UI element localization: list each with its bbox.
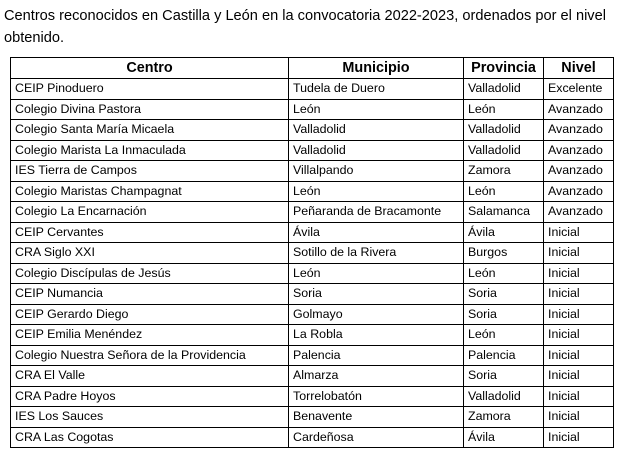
centro-cell: CEIP Pinoduero	[11, 79, 289, 100]
table-row	[11, 79, 614, 100]
nivel-cell: Inicial	[544, 222, 614, 243]
nivel-cell: Inicial	[544, 263, 614, 284]
table-row	[11, 325, 614, 346]
intro-paragraph: Centros reconocidos en Castilla y León en la convocatoria 2022-2023, ordenados por el nivel obtenido.	[4, 8, 606, 46]
centro-cell: Colegio Marista La Inmaculada	[11, 140, 289, 161]
municipio-cell: León	[289, 263, 464, 284]
nivel-cell: Inicial	[544, 325, 614, 346]
municipio-cell: Tudela de Duero	[289, 79, 464, 100]
municipio-cell: La Robla	[289, 325, 464, 346]
centro-cell: Colegio Santa María Micaela	[11, 120, 289, 141]
nivel-cell: Inicial	[544, 304, 614, 325]
municipio-cell: Peñaranda de Bracamonte	[289, 202, 464, 223]
centro-cell: CRA Siglo XXI	[11, 243, 289, 264]
provincia-cell: Soria	[464, 366, 544, 387]
nivel-cell: Inicial	[544, 345, 614, 366]
provincia-cell: Burgos	[464, 243, 544, 264]
provincia-cell: Zamora	[464, 161, 544, 182]
table-row	[11, 366, 614, 387]
municipio-cell: Cardeñosa	[289, 427, 464, 448]
table-row	[11, 345, 614, 366]
header-provincia: Provincia	[464, 58, 544, 79]
provincia-cell: León	[464, 263, 544, 284]
nivel-cell: Excelente	[544, 79, 614, 100]
municipio-cell: Soria	[289, 284, 464, 305]
centro-cell: Colegio Divina Pastora	[11, 99, 289, 120]
nivel-cell: Avanzado	[544, 99, 614, 120]
table-row	[11, 222, 614, 243]
table-row	[11, 304, 614, 325]
nivel-cell: Inicial	[544, 284, 614, 305]
header-municipio: Municipio	[289, 58, 464, 79]
table-row	[11, 140, 614, 161]
provincia-cell: Valladolid	[464, 79, 544, 100]
centro-cell: CRA El Valle	[11, 366, 289, 387]
provincia-cell: Ávila	[464, 427, 544, 448]
table-row	[11, 284, 614, 305]
table-row	[11, 427, 614, 448]
provincia-cell: Valladolid	[464, 120, 544, 141]
centro-cell: Colegio La Encarnación	[11, 202, 289, 223]
centro-cell: IES Los Sauces	[11, 407, 289, 428]
table-row	[11, 386, 614, 407]
municipio-cell: Almarza	[289, 366, 464, 387]
nivel-cell: Inicial	[544, 407, 614, 428]
provincia-cell: Valladolid	[464, 386, 544, 407]
nivel-cell: Avanzado	[544, 202, 614, 223]
provincia-cell: Palencia	[464, 345, 544, 366]
municipio-cell: Valladolid	[289, 140, 464, 161]
centro-cell: Colegio Discípulas de Jesús	[11, 263, 289, 284]
provincia-cell: León	[464, 325, 544, 346]
provincia-cell: Ávila	[464, 222, 544, 243]
table-body	[11, 79, 614, 448]
nivel-cell: Avanzado	[544, 161, 614, 182]
centro-cell: CRA Padre Hoyos	[11, 386, 289, 407]
table-row	[11, 243, 614, 264]
municipio-cell: Ávila	[289, 222, 464, 243]
provincia-cell: León	[464, 181, 544, 202]
table-row	[11, 407, 614, 428]
provincia-cell: Soria	[464, 284, 544, 305]
provincia-cell: Valladolid	[464, 140, 544, 161]
municipio-cell: Benavente	[289, 407, 464, 428]
table-row	[11, 181, 614, 202]
municipio-cell: Golmayo	[289, 304, 464, 325]
municipio-cell: Sotillo de la Rivera	[289, 243, 464, 264]
provincia-cell: Soria	[464, 304, 544, 325]
header-centro: Centro	[11, 58, 289, 79]
provincia-cell: Zamora	[464, 407, 544, 428]
table-header-row	[11, 58, 614, 79]
header-nivel: Nivel	[544, 58, 614, 79]
municipio-cell: Villalpando	[289, 161, 464, 182]
centro-cell: IES Tierra de Campos	[11, 161, 289, 182]
municipio-cell: Valladolid	[289, 120, 464, 141]
nivel-cell: Avanzado	[544, 181, 614, 202]
centro-cell: CRA Las Cogotas	[11, 427, 289, 448]
table-row	[11, 161, 614, 182]
table-row	[11, 99, 614, 120]
centro-cell: CEIP Emilia Menéndez	[11, 325, 289, 346]
nivel-cell: Inicial	[544, 427, 614, 448]
municipio-cell: Palencia	[289, 345, 464, 366]
centro-cell: Colegio Nuestra Señora de la Providencia	[11, 345, 289, 366]
table-row	[11, 120, 614, 141]
provincia-cell: León	[464, 99, 544, 120]
nivel-cell: Inicial	[544, 366, 614, 387]
nivel-cell: Inicial	[544, 386, 614, 407]
municipio-cell: León	[289, 99, 464, 120]
table-row	[11, 202, 614, 223]
centro-cell: CEIP Cervantes	[11, 222, 289, 243]
municipio-cell: León	[289, 181, 464, 202]
centro-cell: Colegio Maristas Champagnat	[11, 181, 289, 202]
municipio-cell: Torrelobatón	[289, 386, 464, 407]
centro-cell: CEIP Gerardo Diego	[11, 304, 289, 325]
centro-cell: CEIP Numancia	[11, 284, 289, 305]
nivel-cell: Inicial	[544, 243, 614, 264]
centros-table	[10, 57, 614, 448]
nivel-cell: Avanzado	[544, 140, 614, 161]
nivel-cell: Avanzado	[544, 120, 614, 141]
provincia-cell: Salamanca	[464, 202, 544, 223]
table-row	[11, 263, 614, 284]
